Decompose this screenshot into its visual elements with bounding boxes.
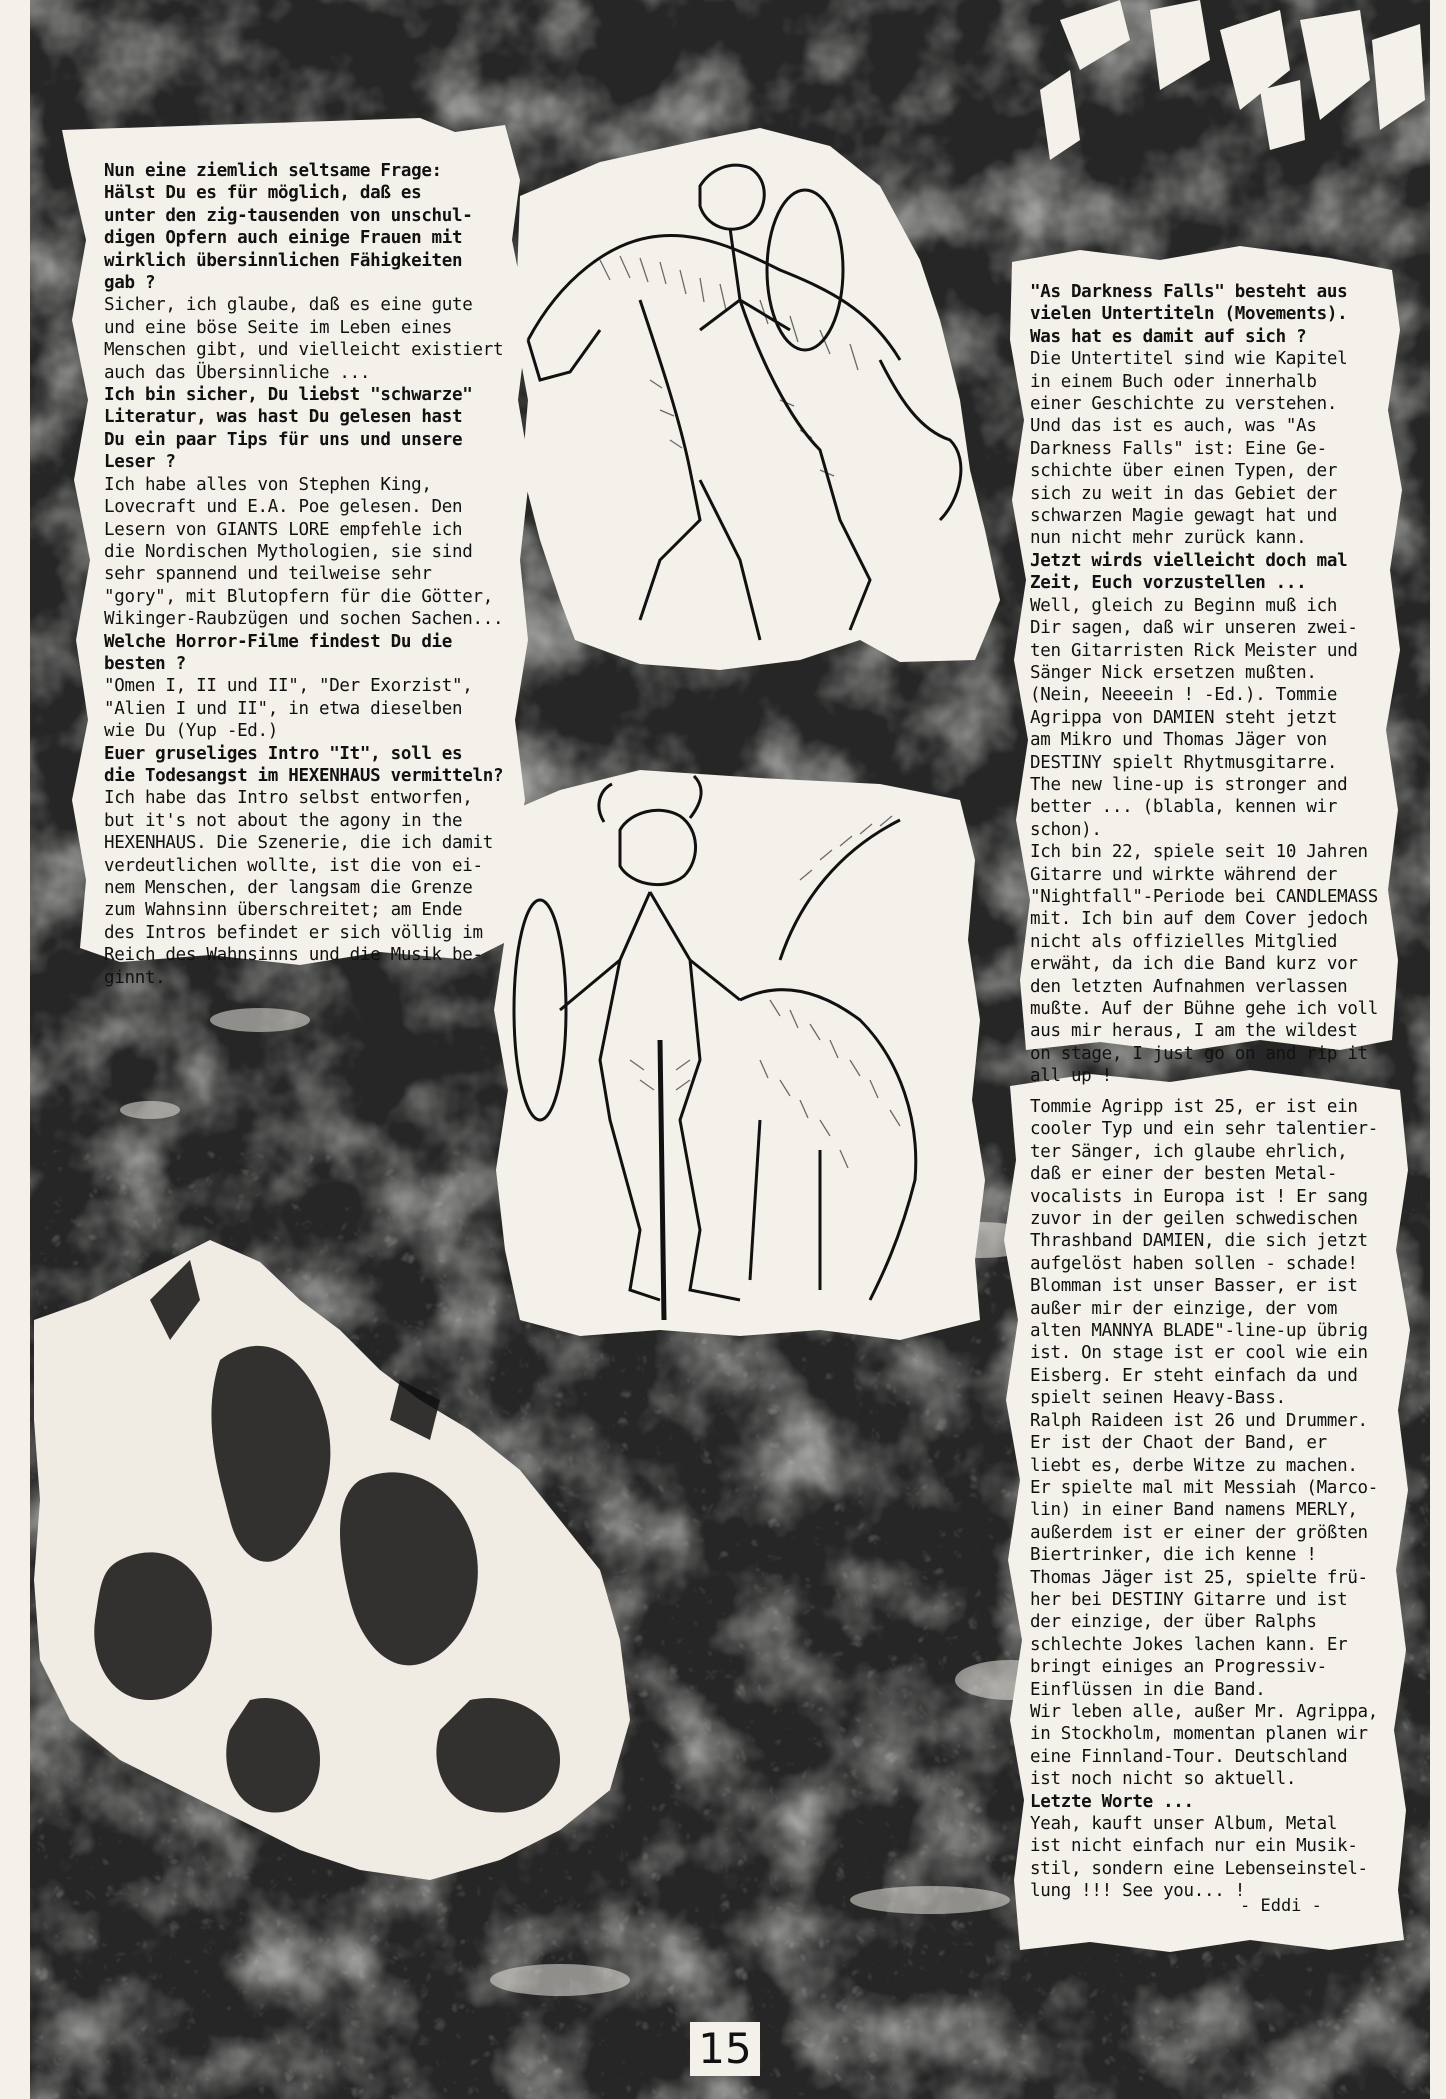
text-line: aufgelöst haben sollen - schade!: [1030, 1253, 1358, 1274]
text-line: bringt einiges an Progressiv-: [1030, 1657, 1327, 1678]
text-line: Letzte Worte ...: [1030, 1791, 1194, 1812]
text-line: den letzten Aufnahmen verlassen: [1030, 976, 1348, 997]
right-top-text-panel: [1030, 281, 1378, 1088]
text-line: Thomas Jäger ist 25, spielte frü-: [1030, 1567, 1368, 1588]
text-line: Hälst Du es für möglich, daß es: [104, 183, 422, 204]
text-line: The new line-up is stronger and: [1030, 774, 1348, 795]
text-line: des Intros befindet er sich völlig im: [104, 922, 483, 943]
text-line: Wir leben alle, außer Mr. Agrippa,: [1030, 1701, 1379, 1722]
text-line: aus mir heraus, I am the wildest: [1030, 1021, 1358, 1042]
text-line: sehr spannend und teilweise sehr: [104, 564, 432, 585]
text-line: "Nightfall"-Periode bei CANDLEMASS: [1030, 886, 1379, 907]
text-line: nun nicht mehr zurück kann.: [1030, 528, 1307, 549]
text-line: Zeit, Euch vorzustellen ...: [1030, 573, 1307, 594]
text-line: cooler Typ und ein sehr talentier-: [1030, 1119, 1379, 1140]
text-line: gab ?: [104, 273, 156, 294]
text-line: "Omen I, II und II", "Der Exorzist",: [104, 676, 473, 697]
text-line: Reich des Wahnsinns und die Musik be-: [104, 945, 483, 966]
text-line: am Mikro und Thomas Jäger von: [1030, 730, 1327, 751]
text-line: ter Sänger, ich glaube ehrlich,: [1030, 1141, 1348, 1162]
text-line: außer mir der einzige, der vom: [1030, 1298, 1338, 1319]
text-line: der einzige, der über Ralphs: [1030, 1612, 1317, 1633]
text-line: Ich habe das Intro selbst entworfen,: [104, 788, 473, 809]
text-line: Du ein paar Tips für uns und unsere: [104, 429, 463, 450]
text-line: Menschen gibt, und vielleicht existiert: [104, 340, 504, 361]
text-line: wirklich übersinnlichen Fähigkeiten: [104, 250, 463, 271]
text-line: Darkness Falls" ist: Eine Ge-: [1030, 438, 1327, 459]
text-line: Sicher, ich glaube, daß es eine gute: [104, 295, 473, 316]
text-line: "Alien I und II", in etwa dieselben: [104, 698, 463, 719]
text-line: wie Du (Yup -Ed.): [104, 721, 279, 742]
text-line: alten MANNYA BLADE"-line-up übrig: [1030, 1321, 1368, 1342]
text-line: all up !: [1030, 1066, 1112, 1087]
text-line: liebt es, derbe Witze zu machen.: [1030, 1455, 1358, 1476]
text-line: Well, gleich zu Beginn muß ich: [1030, 595, 1338, 616]
logo-wordmark: [1030, 0, 1420, 160]
text-line: Er ist der Chaot der Band, er: [1030, 1433, 1327, 1454]
text-line: Thrashband DAMIEN, die sich jetzt: [1030, 1231, 1368, 1252]
text-line: lung !!! See you... !: [1030, 1881, 1245, 1902]
text-line: Ich bin 22, spiele seit 10 Jahren: [1030, 842, 1368, 863]
text-line: Yeah, kauft unser Album, Metal: [1030, 1814, 1338, 1834]
text-line: schlechte Jokes lachen kann. Er: [1030, 1634, 1348, 1655]
text-line: ginnt.: [104, 967, 166, 988]
text-line: Dir sagen, daß wir unseren zwei-: [1030, 618, 1358, 639]
text-line: Euer gruseliges Intro "It", soll es: [104, 743, 463, 764]
text-line: Und das ist es auch, was "As: [1030, 416, 1317, 437]
text-line: mit. Ich bin auf dem Cover jedoch: [1030, 909, 1368, 930]
text-line: vocalists in Europa ist ! Er sang: [1030, 1186, 1368, 1207]
text-line: ist. On stage ist er cool wie ein: [1030, 1343, 1368, 1364]
text-line: schichte über einen Typen, der: [1030, 461, 1338, 482]
text-line: (Nein, Neeeein ! -Ed.). Tommie: [1030, 685, 1338, 706]
text-line: Ich habe alles von Stephen King,: [104, 474, 432, 495]
text-line: Agrippa von DAMIEN steht jetzt: [1030, 707, 1338, 728]
text-line: "gory", mit Blutopfern für die Götter,: [104, 586, 493, 607]
text-line: zum Wahnsinn überschreitet; am Ende: [104, 900, 463, 921]
text-line: Blomman ist unser Basser, er ist: [1030, 1276, 1358, 1297]
text-line: außerdem ist er einer der größten: [1030, 1522, 1368, 1543]
text-line: verdeutlichen wollte, ist die von ei-: [104, 855, 483, 876]
text-line: Biertrinker, die ich kenne !: [1030, 1545, 1317, 1566]
text-line: zuvor in der geilen schwedischen: [1030, 1209, 1358, 1230]
author-signature: - Eddi -: [1240, 1896, 1322, 1916]
text-line: einer Geschichte zu verstehen.: [1030, 394, 1338, 415]
text-line: Welche Horror-Filme findest Du die: [104, 631, 453, 652]
text-line: Lesern von GIANTS LORE empfehle ich: [104, 519, 463, 540]
text-line: Wikinger-Raubzügen und sochen Sachen...: [104, 609, 504, 630]
text-line: Jetzt wirds vielleicht doch mal: [1030, 550, 1348, 571]
text-line: her bei DESTINY Gitarre und ist: [1030, 1589, 1348, 1610]
text-line: digen Opfern auch einige Frauen mit: [104, 228, 463, 249]
text-line: nem Menschen, der langsam die Grenze: [104, 878, 473, 898]
text-line: vielen Untertiteln (Movements).: [1030, 304, 1348, 325]
text-line: erwäht, da ich die Band kurz vor: [1030, 954, 1358, 975]
text-line: in einem Buch oder innerhalb: [1030, 371, 1317, 392]
text-line: Tommie Agripp ist 25, er ist ein: [1030, 1097, 1358, 1117]
text-line: Was hat es damit auf sich ?: [1030, 326, 1307, 347]
text-line: ist noch nicht so aktuell.: [1030, 1769, 1297, 1790]
text-line: die Todesangst im HEXENHAUS vermitteln?: [104, 765, 504, 786]
text-line: besten ?: [104, 653, 186, 674]
text-line: mußte. Auf der Bühne gehe ich voll: [1030, 999, 1379, 1019]
text-line: Leser ?: [104, 452, 176, 473]
text-line: Die Untertitel sind wie Kapitel: [1030, 349, 1348, 370]
text-line: eine Finnland-Tour. Deutschland: [1030, 1746, 1348, 1767]
text-line: ist nicht einfach nur ein Musik-: [1030, 1836, 1358, 1857]
text-line: DESTINY spielt Rhytmusgitarre.: [1030, 752, 1338, 773]
text-line: Nun eine ziemlich seltsame Frage:: [104, 161, 442, 181]
text-line: unter den zig-tausenden von unschul-: [104, 205, 473, 226]
text-line: nicht als offizielles Mitglied: [1030, 931, 1338, 952]
text-line: spielt seinen Heavy-Bass.: [1030, 1388, 1286, 1409]
text-line: HEXENHAUS. Die Szenerie, die ich damit: [104, 833, 493, 854]
text-line: schwarzen Magie gewagt hat und: [1030, 506, 1338, 527]
text-line: but it's not about the agony in the: [104, 810, 463, 831]
text-line: Ralph Raideen ist 26 und Drummer.: [1030, 1410, 1368, 1431]
text-line: sich zu weit in das Gebiet der: [1030, 483, 1338, 504]
text-line: lin) in einer Band namens MERLY,: [1030, 1500, 1358, 1521]
text-line: Einflüssen in die Band.: [1030, 1679, 1266, 1700]
text-line: und eine böse Seite im Leben eines: [104, 317, 453, 338]
text-line: Gitarre und wirkte während der: [1030, 864, 1338, 885]
page-number: 15: [698, 2024, 752, 2073]
text-line: Er spielte mal mit Messiah (Marco-: [1030, 1477, 1379, 1498]
text-line: Eisberg. Er steht einfach da und: [1030, 1365, 1358, 1386]
text-line: ten Gitarristen Rick Meister und: [1030, 640, 1358, 661]
text-line: auch das Übersinnliche ...: [104, 362, 371, 383]
text-line: die Nordischen Mythologien, sie sind: [104, 541, 473, 562]
text-line: on stage, I just go on and rip it: [1030, 1043, 1368, 1064]
text-line: schon).: [1030, 819, 1102, 840]
right-bottom-text-panel: [1030, 1096, 1378, 1903]
text-line: Ich bin sicher, Du liebst "schwarze": [104, 385, 473, 406]
text-line: Sänger Nick ersetzen mußten.: [1030, 662, 1317, 683]
text-line: "As Darkness Falls" besteht aus: [1030, 282, 1348, 302]
left-text-panel: [104, 160, 503, 989]
text-line: daß er einer der besten Metal-: [1030, 1164, 1338, 1185]
text-line: Lovecraft und E.A. Poe gelesen. Den: [104, 497, 463, 518]
text-line: stil, sondern eine Lebenseinstel-: [1030, 1858, 1368, 1879]
text-line: Literatur, was hast Du gelesen hast: [104, 407, 463, 428]
text-line: in Stockholm, momentan planen wir: [1030, 1724, 1368, 1745]
text-line: better ... (blabla, kennen wir: [1030, 797, 1338, 818]
